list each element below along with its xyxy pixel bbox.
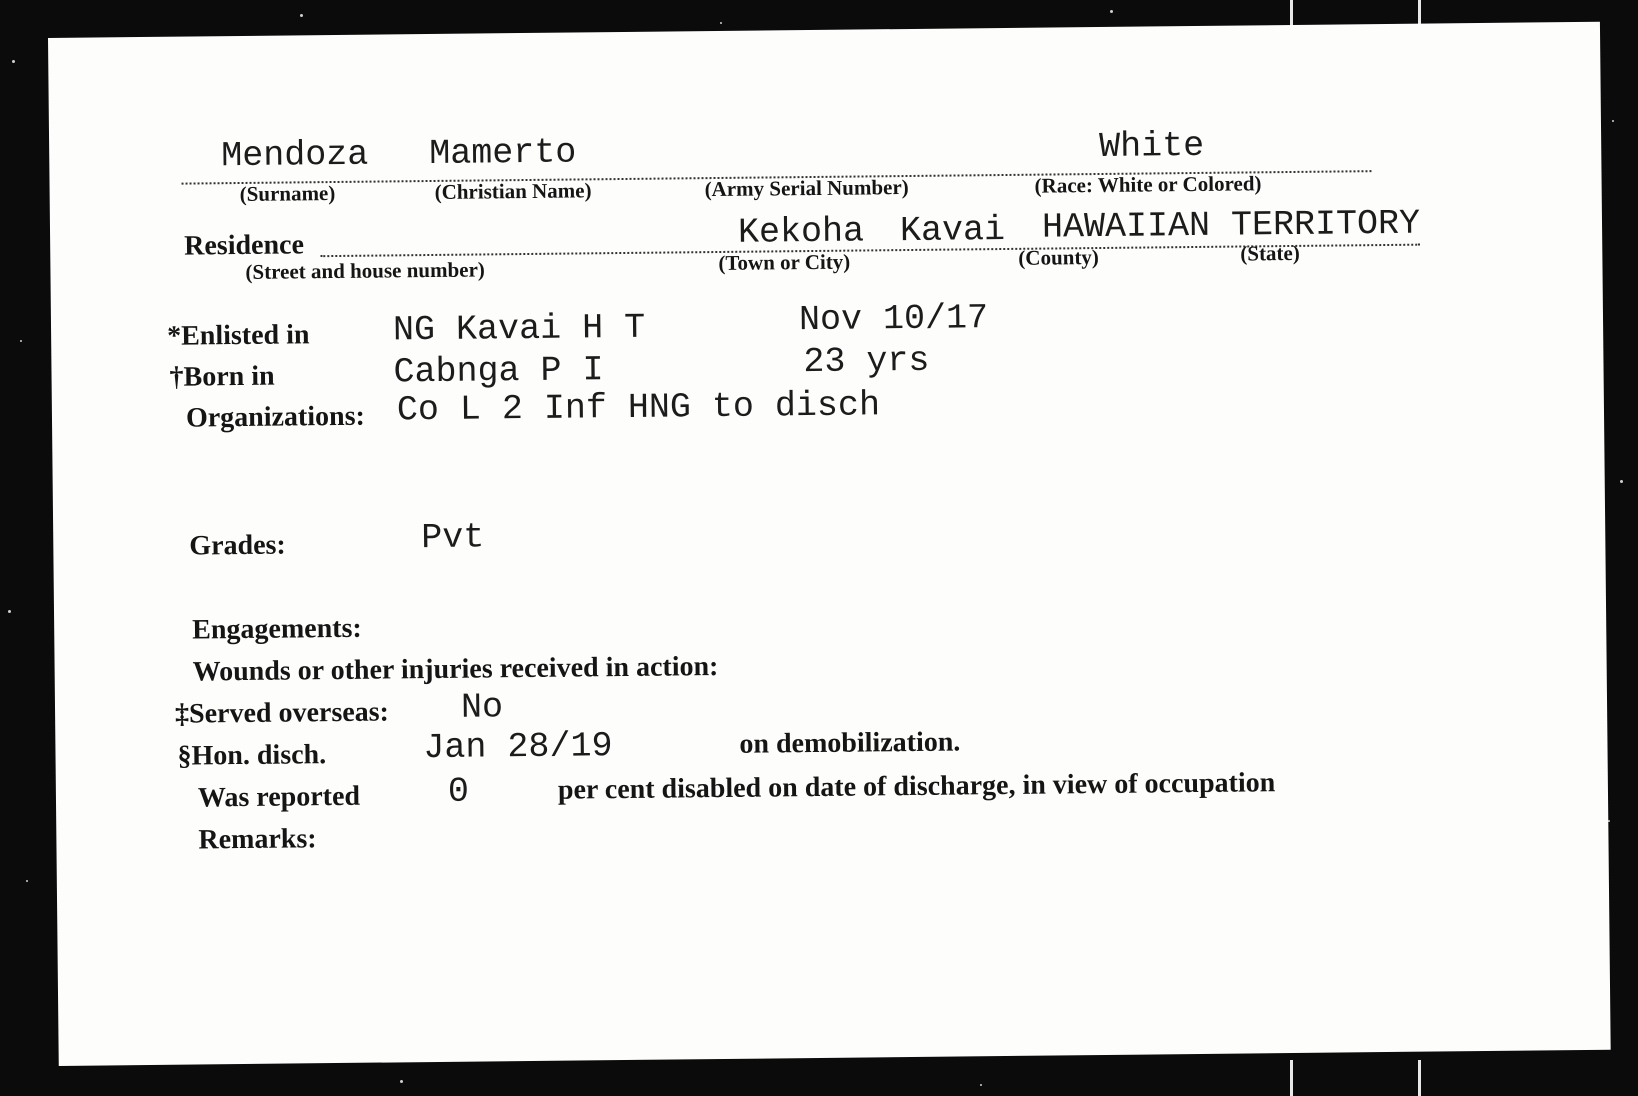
christian-name-value: Mamerto — [429, 132, 577, 175]
scan-speck — [1110, 10, 1113, 13]
state-value: HAWAIIAN TERRITORY — [1041, 203, 1421, 248]
scan-speck — [980, 1084, 982, 1086]
grades-value: Pvt — [421, 517, 485, 559]
scan-streak — [1290, 1060, 1293, 1096]
remarks-label: Remarks: — [198, 823, 317, 856]
serial-number-caption: (Army Serial Number) — [704, 174, 909, 202]
town-value: Kekoha — [737, 211, 865, 253]
christian-name-caption: (Christian Name) — [434, 178, 592, 204]
county-value: Kavai — [899, 209, 1006, 252]
scan-speck — [20, 340, 22, 342]
race-value: White — [1098, 125, 1205, 167]
served-overseas-label: ‡Served overseas: — [174, 696, 390, 730]
residence-label: Residence — [184, 229, 305, 262]
scan-speck — [300, 14, 303, 17]
scan-speck — [8, 610, 11, 613]
hon-disch-date-value: Jan 28/19 — [423, 726, 613, 769]
born-age-value: 23 yrs — [803, 340, 930, 383]
disability-percent-value: 0 — [447, 771, 470, 812]
race-caption: (Race: White or Colored) — [1034, 171, 1262, 198]
born-label: †Born in — [169, 360, 275, 393]
state-caption: (State) — [1240, 240, 1300, 266]
enlisted-date-value: Nov 10/17 — [798, 298, 989, 341]
hon-disch-suffix: on demobilization. — [739, 726, 961, 760]
scan-streak — [1418, 1060, 1421, 1096]
organizations-label: Organizations: — [185, 400, 366, 434]
street-caption: (Street and house number) — [245, 257, 485, 284]
disability-label: Was reported — [197, 780, 361, 814]
born-place-value: Cabnga P I — [393, 350, 604, 393]
engagements-label: Engagements: — [192, 612, 362, 646]
scan-speck — [1612, 120, 1614, 122]
grades-label: Grades: — [189, 529, 286, 562]
record-card — [48, 22, 1611, 1066]
wounds-label: Wounds or other injuries received in action: — [192, 651, 719, 688]
disability-suffix: per cent disabled on date of discharge, in view of occupation — [557, 767, 1276, 806]
scan-speck — [26, 880, 28, 882]
organizations-value: Co L 2 Inf HNG to disch — [396, 385, 881, 431]
served-overseas-value: No — [460, 687, 504, 728]
scan-speck — [400, 1080, 403, 1083]
enlisted-label: *Enlisted in — [166, 319, 310, 352]
town-caption: (Town or City) — [718, 249, 851, 275]
surname-value: Mendoza — [221, 134, 369, 177]
scan-speck — [1620, 480, 1623, 483]
county-caption: (County) — [1018, 245, 1099, 270]
surname-caption: (Surname) — [239, 181, 336, 207]
enlisted-place-value: NG Kavai H T — [392, 307, 646, 351]
hon-disch-label: §Hon. disch. — [177, 739, 327, 772]
scan-speck — [12, 60, 15, 63]
scan-speck — [720, 22, 722, 24]
